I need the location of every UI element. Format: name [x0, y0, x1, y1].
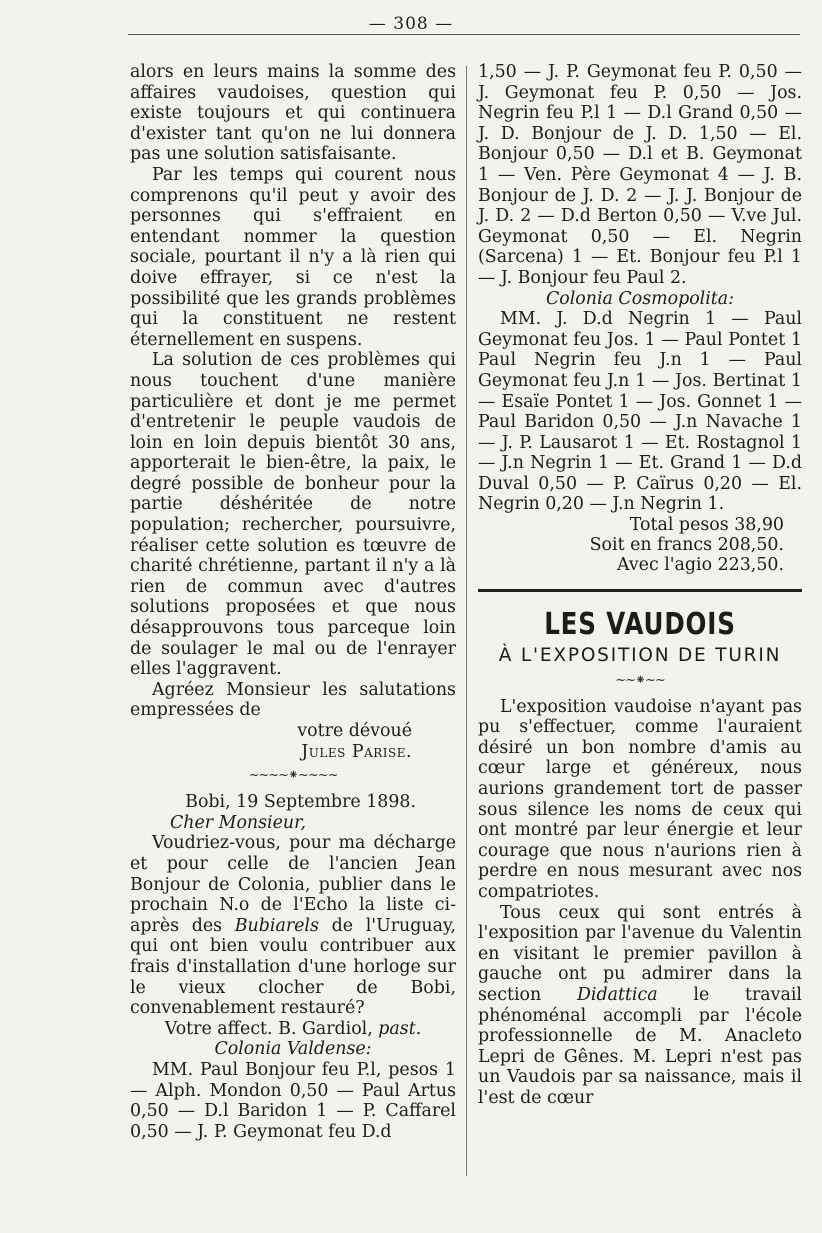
article-subtitle: À L'EXPOSITION DE TURIN [498, 645, 782, 667]
title-ornament: ~~⁕~~ [615, 672, 665, 688]
paragraph-solution: La solution de ces problèmes qui nous touchent d'une manière particulière et dont je me permet d'entretenir le peuple vaudois de loin en loin depuis bientôt 30 ans, apporterait le bien-être, la paix, le degré possible de bonheur pour la partie déshéritée de notre population; rechercher, poursuivre, réaliser cette solution es tœuvre de charité chrétienne, partant il n'y a là rien de commun avec d'autres solutions proposées et que nous désapprouvons tous parceque loin de soulager le mal ou de l'enrayer elles l'aggravent. [130, 350, 456, 680]
paragraph-exposition: L'exposition vaudoise n'ayant pas pu s'effectuer, comme l'auraient désiré un bon nombre d'amis au cœur large et généreux, nous aurions grandement tort de passer sous silence les noms de ceux qui ont montré par leur énergie et leur courage que nous n'aurions rien à perdre en nous mesurant avec nos compatriotes. [478, 696, 802, 902]
page-number: — 308 — [368, 14, 454, 34]
total-francs: Soit en francs 208,50. [589, 535, 784, 556]
paragraph-social-question: Par les temps qui courent nous comprenons qu'il peut y avoir des personnes qui s'effraient en entendant nommer la question sociale, pourtant il n'y a là rien qui doive effrayer, si ce n'est la possibilité que les grands problèmes qui la constituent ne restent éternellement en suspens. [130, 164, 456, 350]
right-column [478, 62, 802, 1109]
heading-colonia-valdense: Colonia Valdense: [214, 1039, 372, 1060]
donor-list-valdense: MM. Paul Bonjour feu P.l, pesos 1 — Alph. Mondon 0,50 — Paul Artus 0,50 — D.l Baridon 1 — P. Caffarel 0,50 — J. P. Geymonat feu D.d [130, 1059, 456, 1142]
signature-parise: Jules Parise. [301, 741, 412, 762]
closing-line: votre dévoué [297, 721, 412, 741]
gardiol-title: past. [378, 1018, 422, 1039]
donor-list-valdense-continued: 1,50 — J. P. Geymonat feu P. 0,50 — J. Geymonat feu P. 0,50 — Jos. Negrin feu P.l 1 — D.l Grand 0,50 — J. D. Bonjour de J. D. 1,50 — El. Bonjour 0,50 — D.l et B. Geymonat 1 — Ven. Père Geymonat 4 — J. B. Bonjour de J. D. 2 — J. J. Bonjour de J. D. 2 — D.d Berton 0,50 — V.ve Jul. Geymonat 0,50 — El. Negrin (Sarcena) 1 — Et. Bonjour feu P.l 1 — J. Bonjour feu Paul 2. [478, 62, 802, 288]
pavillon-text-didattica: Didattica [576, 984, 658, 1005]
request-text-c: de l'Uruguay, qui ont bien voulu contribuer aux frais d'installation d'une horloge sur le vieux clocher de Bobi, convenablement restauré? [130, 915, 456, 1019]
column-divider [466, 66, 467, 1176]
paragraph-continuation: alors en leurs mains la somme des affaires vaudoises, question qui existe toujours et qui continuera d'exister tant qu'on ne lui donnera pas une solution satisfaisante. [130, 62, 456, 165]
section-rule [478, 589, 802, 592]
paragraph-pavillon [478, 903, 802, 1109]
request-text-bubiarels: Bubiarels [234, 915, 319, 936]
donor-list-cosmopolita: MM. J. D.d Negrin 1 — Paul Geymonat feu Jos. 1 — Paul Pontet 1 Paul Negrin feu J.n 1 — Paul Geymonat feu J.n 1 — Jos. Bertinat 1 — Esaïe Pontet 1 — Jos. Gonnet 1 — Paul Baridon 0,50 — J.n Navache 1 — J. P. Lausarot 1 — Et. Rostagnol 1 — J.n Negrin 1 — Et. Grand 1 — D.d Duval 0,50 — P. Caïrus 0,20 — El. Negrin 0,20 — J.n Negrin 1. [478, 309, 802, 515]
total-pesos: Total pesos 38,90 [629, 515, 784, 536]
letter-date: Bobi, 19 Septembre 1898. [185, 792, 416, 813]
heading-colonia-cosmopolita: Colonia Cosmopolita: [545, 288, 735, 309]
article-title: LES VAUDOIS [544, 607, 736, 643]
left-column [130, 62, 456, 1142]
pavillon-text-a: Tous ceux qui sont entrés à l'exposition par l'avenue du Valentin en visitant le premier pavillon à gauche ont pu admirer dans la section [478, 902, 802, 1005]
paragraph-request [130, 833, 456, 1018]
signature-gardiol [130, 1019, 456, 1040]
top-rule [128, 34, 800, 35]
letter-salutation: Cher Monsieur, [170, 812, 307, 833]
gardiol-name: Votre affect. B. Gardiol, [164, 1018, 379, 1039]
request-text-a: Voudriez-vous, pour ma décharge et pour celle de l'ancien Jean Bonjour de Colonia, publier dans le prochain N.o de l'Echo la liste ci-après des [130, 833, 456, 936]
section-ornament: ~~~~⁕~~~~ [248, 768, 338, 784]
total-agio: Avec l'agio 223,50. [616, 555, 784, 576]
pavillon-text-c: le travail phénoménal accompli par l'école professionnelle de M. Anacleto Lepri de Gênes. M. Lepri n'est pas un Vaudois par sa naissance, mais il l'est de cœur [478, 984, 802, 1108]
paragraph-greeting: Agréez Monsieur les salutations empressées de [130, 679, 456, 721]
